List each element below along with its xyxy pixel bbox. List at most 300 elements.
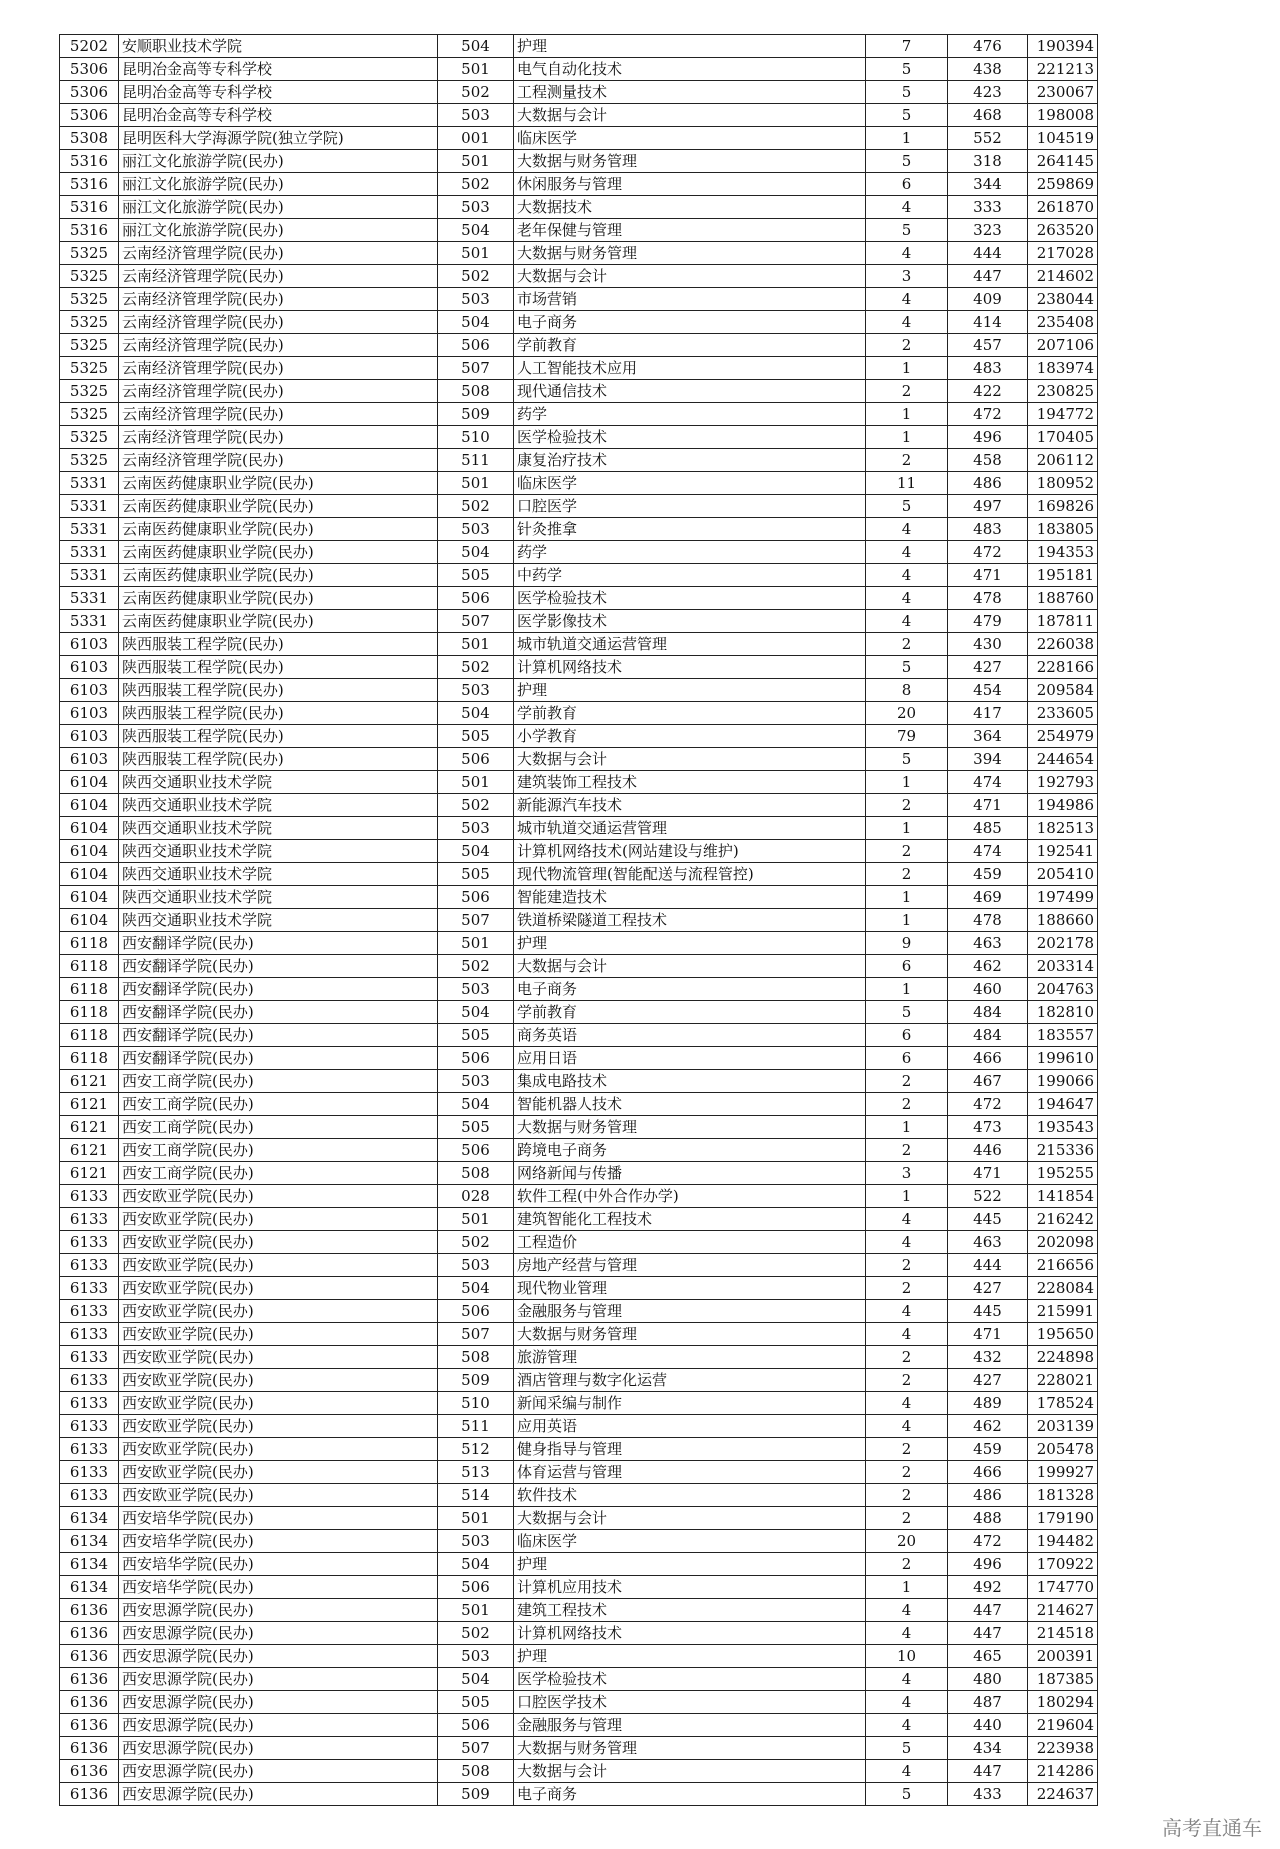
school-name-cell: 云南医药健康职业学院(民办) [119,610,438,633]
major-name-cell: 休闲服务与管理 [514,173,866,196]
min-rank-cell: 198008 [1028,104,1098,127]
school-name-cell: 西安思源学院(民办) [119,1783,438,1806]
plan-count-cell: 4 [866,288,948,311]
major-name-cell: 智能建造技术 [514,886,866,909]
school-name-cell: 昆明冶金高等专科学校 [119,58,438,81]
school-code-cell: 5325 [60,357,119,380]
table-row [60,1668,1098,1691]
school-name-cell: 西安欧亚学院(民办) [119,1254,438,1277]
major-name-cell: 计算机网络技术(网站建设与维护) [514,840,866,863]
table-row [60,1392,1098,1415]
table-row [60,1139,1098,1162]
school-name-cell: 西安思源学院(民办) [119,1622,438,1645]
school-code-cell: 6118 [60,1024,119,1047]
major-name-cell: 旅游管理 [514,1346,866,1369]
plan-count-cell: 2 [866,1093,948,1116]
major-name-cell: 跨境电子商务 [514,1139,866,1162]
table-row [60,265,1098,288]
major-code-cell: 504 [438,219,514,242]
table-row [60,196,1098,219]
table-row [60,771,1098,794]
min-rank-cell: 192793 [1028,771,1098,794]
table-row [60,1185,1098,1208]
table-body [60,35,1098,1806]
school-code-cell: 6133 [60,1461,119,1484]
school-code-cell: 5325 [60,380,119,403]
min-score-cell: 430 [948,633,1028,656]
min-score-cell: 427 [948,1277,1028,1300]
school-code-cell: 6133 [60,1231,119,1254]
plan-count-cell: 2 [866,633,948,656]
min-rank-cell: 194482 [1028,1530,1098,1553]
major-code-cell: 503 [438,288,514,311]
plan-count-cell: 11 [866,472,948,495]
school-code-cell: 5325 [60,449,119,472]
min-rank-cell: 183974 [1028,357,1098,380]
major-code-cell: 502 [438,495,514,518]
min-score-cell: 323 [948,219,1028,242]
school-code-cell: 6103 [60,702,119,725]
min-rank-cell: 194772 [1028,403,1098,426]
min-rank-cell: 221213 [1028,58,1098,81]
major-code-cell: 501 [438,150,514,173]
major-code-cell: 501 [438,1599,514,1622]
major-name-cell: 工程测量技术 [514,81,866,104]
major-code-cell: 506 [438,886,514,909]
school-code-cell: 6133 [60,1346,119,1369]
min-rank-cell: 194647 [1028,1093,1098,1116]
table-row [60,403,1098,426]
min-score-cell: 414 [948,311,1028,334]
school-code-cell: 6133 [60,1438,119,1461]
school-code-cell: 5331 [60,472,119,495]
school-code-cell: 6133 [60,1208,119,1231]
min-score-cell: 522 [948,1185,1028,1208]
min-rank-cell: 228166 [1028,656,1098,679]
major-code-cell: 507 [438,1323,514,1346]
major-code-cell: 506 [438,1047,514,1070]
min-rank-cell: 230825 [1028,380,1098,403]
min-rank-cell: 254979 [1028,725,1098,748]
min-score-cell: 394 [948,748,1028,771]
major-name-cell: 城市轨道交通运营管理 [514,817,866,840]
plan-count-cell: 1 [866,127,948,150]
school-code-cell: 6134 [60,1576,119,1599]
plan-count-cell: 79 [866,725,948,748]
major-code-cell: 505 [438,1116,514,1139]
school-name-cell: 西安工商学院(民办) [119,1116,438,1139]
table-row [60,449,1098,472]
school-code-cell: 6118 [60,978,119,1001]
table-row [60,1323,1098,1346]
table-row [60,1622,1098,1645]
major-name-cell: 商务英语 [514,1024,866,1047]
school-name-cell: 陕西服装工程学院(民办) [119,679,438,702]
table-row [60,1277,1098,1300]
major-name-cell: 计算机应用技术 [514,1576,866,1599]
major-name-cell: 房地产经营与管理 [514,1254,866,1277]
plan-count-cell: 5 [866,495,948,518]
major-name-cell: 应用日语 [514,1047,866,1070]
min-rank-cell: 178524 [1028,1392,1098,1415]
min-score-cell: 447 [948,1599,1028,1622]
major-name-cell: 软件工程(中外合作办学) [514,1185,866,1208]
school-code-cell: 6134 [60,1553,119,1576]
major-code-cell: 506 [438,1576,514,1599]
table-row [60,955,1098,978]
major-code-cell: 501 [438,472,514,495]
min-rank-cell: 228084 [1028,1277,1098,1300]
min-rank-cell: 259869 [1028,173,1098,196]
major-name-cell: 临床医学 [514,127,866,150]
school-name-cell: 陕西服装工程学院(民办) [119,656,438,679]
min-score-cell: 440 [948,1714,1028,1737]
min-score-cell: 471 [948,1162,1028,1185]
plan-count-cell: 4 [866,196,948,219]
table-row [60,587,1098,610]
plan-count-cell: 4 [866,1392,948,1415]
min-rank-cell: 199066 [1028,1070,1098,1093]
table-row [60,633,1098,656]
min-score-cell: 463 [948,1231,1028,1254]
plan-count-cell: 6 [866,1024,948,1047]
school-code-cell: 6104 [60,886,119,909]
min-rank-cell: 187385 [1028,1668,1098,1691]
school-name-cell: 云南经济管理学院(民办) [119,288,438,311]
plan-count-cell: 2 [866,1507,948,1530]
min-score-cell: 496 [948,426,1028,449]
major-code-cell: 504 [438,541,514,564]
min-score-cell: 444 [948,242,1028,265]
major-code-cell: 503 [438,978,514,1001]
school-code-cell: 5331 [60,587,119,610]
plan-count-cell: 2 [866,863,948,886]
school-name-cell: 西安欧亚学院(民办) [119,1461,438,1484]
major-name-cell: 金融服务与管理 [514,1714,866,1737]
plan-count-cell: 4 [866,587,948,610]
major-code-cell: 507 [438,357,514,380]
school-code-cell: 6134 [60,1530,119,1553]
school-code-cell: 6103 [60,633,119,656]
min-rank-cell: 230067 [1028,81,1098,104]
min-score-cell: 472 [948,541,1028,564]
min-score-cell: 444 [948,1254,1028,1277]
plan-count-cell: 2 [866,380,948,403]
table-row [60,656,1098,679]
major-name-cell: 计算机网络技术 [514,656,866,679]
table-row [60,978,1098,1001]
min-score-cell: 472 [948,1530,1028,1553]
table-row [60,518,1098,541]
school-code-cell: 6136 [60,1691,119,1714]
major-name-cell: 药学 [514,403,866,426]
min-score-cell: 333 [948,196,1028,219]
school-code-cell: 6103 [60,679,119,702]
min-rank-cell: 219604 [1028,1714,1098,1737]
min-score-cell: 480 [948,1668,1028,1691]
min-rank-cell: 214518 [1028,1622,1098,1645]
min-rank-cell: 216656 [1028,1254,1098,1277]
school-code-cell: 6103 [60,748,119,771]
major-code-cell: 506 [438,334,514,357]
major-code-cell: 502 [438,1231,514,1254]
major-code-cell: 503 [438,104,514,127]
table-row [60,541,1098,564]
min-score-cell: 445 [948,1300,1028,1323]
major-code-cell: 505 [438,564,514,587]
school-name-cell: 西安欧亚学院(民办) [119,1231,438,1254]
school-code-cell: 5325 [60,265,119,288]
min-score-cell: 484 [948,1024,1028,1047]
major-name-cell: 口腔医学 [514,495,866,518]
major-code-cell: 503 [438,1070,514,1093]
admission-score-table [59,34,1098,1806]
major-name-cell: 网络新闻与传播 [514,1162,866,1185]
major-code-cell: 502 [438,81,514,104]
school-code-cell: 6133 [60,1323,119,1346]
major-code-cell: 505 [438,1691,514,1714]
major-name-cell: 口腔医学技术 [514,1691,866,1714]
school-code-cell: 6133 [60,1484,119,1507]
plan-count-cell: 5 [866,1001,948,1024]
major-code-cell: 504 [438,1553,514,1576]
major-name-cell: 人工智能技术应用 [514,357,866,380]
plan-count-cell: 1 [866,886,948,909]
major-code-cell: 504 [438,35,514,58]
school-name-cell: 西安培华学院(民办) [119,1576,438,1599]
school-code-cell: 6103 [60,656,119,679]
major-name-cell: 集成电路技术 [514,1070,866,1093]
school-code-cell: 6136 [60,1668,119,1691]
min-rank-cell: 194353 [1028,541,1098,564]
major-code-cell: 505 [438,863,514,886]
table-row [60,1070,1098,1093]
major-code-cell: 502 [438,265,514,288]
school-name-cell: 西安欧亚学院(民办) [119,1484,438,1507]
school-code-cell: 6104 [60,909,119,932]
plan-count-cell: 4 [866,1668,948,1691]
major-code-cell: 505 [438,1024,514,1047]
school-name-cell: 陕西服装工程学院(民办) [119,748,438,771]
major-code-cell: 504 [438,311,514,334]
min-rank-cell: 188660 [1028,909,1098,932]
school-name-cell: 云南医药健康职业学院(民办) [119,495,438,518]
major-name-cell: 现代通信技术 [514,380,866,403]
school-name-cell: 西安欧亚学院(民办) [119,1277,438,1300]
major-code-cell: 506 [438,1300,514,1323]
school-code-cell: 6133 [60,1277,119,1300]
min-score-cell: 423 [948,81,1028,104]
school-code-cell: 5331 [60,610,119,633]
school-name-cell: 西安思源学院(民办) [119,1599,438,1622]
plan-count-cell: 2 [866,1139,948,1162]
major-code-cell: 504 [438,1277,514,1300]
min-rank-cell: 216242 [1028,1208,1098,1231]
min-score-cell: 433 [948,1783,1028,1806]
major-code-cell: 501 [438,242,514,265]
major-name-cell: 学前教育 [514,1001,866,1024]
table-row [60,242,1098,265]
major-code-cell: 502 [438,1622,514,1645]
plan-count-cell: 5 [866,1737,948,1760]
school-code-cell: 5331 [60,518,119,541]
plan-count-cell: 2 [866,1369,948,1392]
min-score-cell: 476 [948,35,1028,58]
table-row [60,725,1098,748]
plan-count-cell: 5 [866,58,948,81]
school-name-cell: 西安思源学院(民办) [119,1668,438,1691]
plan-count-cell: 4 [866,564,948,587]
school-code-cell: 6133 [60,1369,119,1392]
min-rank-cell: 214627 [1028,1599,1098,1622]
min-score-cell: 459 [948,1438,1028,1461]
school-name-cell: 陕西交通职业技术学院 [119,794,438,817]
major-code-cell: 510 [438,1392,514,1415]
table-row [60,1553,1098,1576]
min-score-cell: 484 [948,1001,1028,1024]
plan-count-cell: 2 [866,1254,948,1277]
table-row [60,334,1098,357]
plan-count-cell: 4 [866,1622,948,1645]
major-name-cell: 铁道桥梁隧道工程技术 [514,909,866,932]
plan-count-cell: 5 [866,1783,948,1806]
table-row [60,1208,1098,1231]
major-code-cell: 513 [438,1461,514,1484]
min-score-cell: 463 [948,932,1028,955]
min-rank-cell: 215336 [1028,1139,1098,1162]
min-rank-cell: 104519 [1028,127,1098,150]
plan-count-cell: 2 [866,1553,948,1576]
min-rank-cell: 187811 [1028,610,1098,633]
min-rank-cell: 209584 [1028,679,1098,702]
min-score-cell: 447 [948,265,1028,288]
school-code-cell: 6121 [60,1139,119,1162]
major-code-cell: 507 [438,1737,514,1760]
min-score-cell: 422 [948,380,1028,403]
major-code-cell: 507 [438,610,514,633]
school-code-cell: 6121 [60,1070,119,1093]
school-name-cell: 西安工商学院(民办) [119,1070,438,1093]
table-row [60,1599,1098,1622]
school-name-cell: 西安欧亚学院(民办) [119,1208,438,1231]
school-name-cell: 西安欧亚学院(民办) [119,1369,438,1392]
min-rank-cell: 170922 [1028,1553,1098,1576]
school-name-cell: 西安欧亚学院(民办) [119,1323,438,1346]
school-code-cell: 6136 [60,1622,119,1645]
table-row [60,909,1098,932]
min-rank-cell: 141854 [1028,1185,1098,1208]
table-row [60,426,1098,449]
school-name-cell: 云南医药健康职业学院(民办) [119,518,438,541]
min-score-cell: 466 [948,1461,1028,1484]
major-name-cell: 针灸推拿 [514,518,866,541]
major-code-cell: 506 [438,1714,514,1737]
school-name-cell: 云南经济管理学院(民办) [119,265,438,288]
min-rank-cell: 183805 [1028,518,1098,541]
school-code-cell: 5325 [60,288,119,311]
min-rank-cell: 193543 [1028,1116,1098,1139]
plan-count-cell: 5 [866,150,948,173]
school-name-cell: 昆明医科大学海源学院(独立学院) [119,127,438,150]
min-rank-cell: 233605 [1028,702,1098,725]
min-rank-cell: 182810 [1028,1001,1098,1024]
school-code-cell: 6133 [60,1254,119,1277]
school-code-cell: 6136 [60,1737,119,1760]
school-name-cell: 云南经济管理学院(民办) [119,242,438,265]
plan-count-cell: 20 [866,702,948,725]
min-rank-cell: 181328 [1028,1484,1098,1507]
major-name-cell: 大数据与财务管理 [514,242,866,265]
major-name-cell: 电气自动化技术 [514,58,866,81]
major-name-cell: 工程造价 [514,1231,866,1254]
major-name-cell: 新能源汽车技术 [514,794,866,817]
plan-count-cell: 1 [866,357,948,380]
major-code-cell: 501 [438,633,514,656]
plan-count-cell: 1 [866,817,948,840]
major-name-cell: 建筑装饰工程技术 [514,771,866,794]
min-score-cell: 472 [948,403,1028,426]
plan-count-cell: 5 [866,656,948,679]
min-rank-cell: 174770 [1028,1576,1098,1599]
plan-count-cell: 4 [866,311,948,334]
table-row [60,1691,1098,1714]
school-code-cell: 6133 [60,1392,119,1415]
min-rank-cell: 200391 [1028,1645,1098,1668]
major-name-cell: 护理 [514,35,866,58]
min-rank-cell: 195255 [1028,1162,1098,1185]
school-code-cell: 5325 [60,242,119,265]
plan-count-cell: 2 [866,794,948,817]
plan-count-cell: 6 [866,955,948,978]
plan-count-cell: 2 [866,1461,948,1484]
min-score-cell: 344 [948,173,1028,196]
table-row [60,610,1098,633]
table-row [60,886,1098,909]
major-code-cell: 501 [438,932,514,955]
table-row [60,104,1098,127]
min-score-cell: 471 [948,564,1028,587]
school-name-cell: 西安思源学院(民办) [119,1714,438,1737]
school-code-cell: 6104 [60,840,119,863]
min-rank-cell: 197499 [1028,886,1098,909]
school-name-cell: 西安翻译学院(民办) [119,1001,438,1024]
table-row [60,150,1098,173]
plan-count-cell: 4 [866,1599,948,1622]
major-name-cell: 健身指导与管理 [514,1438,866,1461]
min-score-cell: 471 [948,794,1028,817]
min-rank-cell: 206112 [1028,449,1098,472]
table-row [60,1369,1098,1392]
school-name-cell: 西安思源学院(民办) [119,1645,438,1668]
min-rank-cell: 179190 [1028,1507,1098,1530]
min-score-cell: 465 [948,1645,1028,1668]
min-score-cell: 462 [948,955,1028,978]
major-name-cell: 护理 [514,1645,866,1668]
plan-count-cell: 1 [866,1576,948,1599]
school-name-cell: 陕西交通职业技术学院 [119,909,438,932]
table-row [60,127,1098,150]
plan-count-cell: 3 [866,265,948,288]
plan-count-cell: 1 [866,771,948,794]
major-code-cell: 503 [438,679,514,702]
major-name-cell: 护理 [514,679,866,702]
table-row [60,1162,1098,1185]
school-code-cell: 5316 [60,173,119,196]
major-code-cell: 511 [438,1415,514,1438]
major-name-cell: 大数据与会计 [514,748,866,771]
school-name-cell: 丽江文化旅游学院(民办) [119,150,438,173]
major-code-cell: 508 [438,1346,514,1369]
